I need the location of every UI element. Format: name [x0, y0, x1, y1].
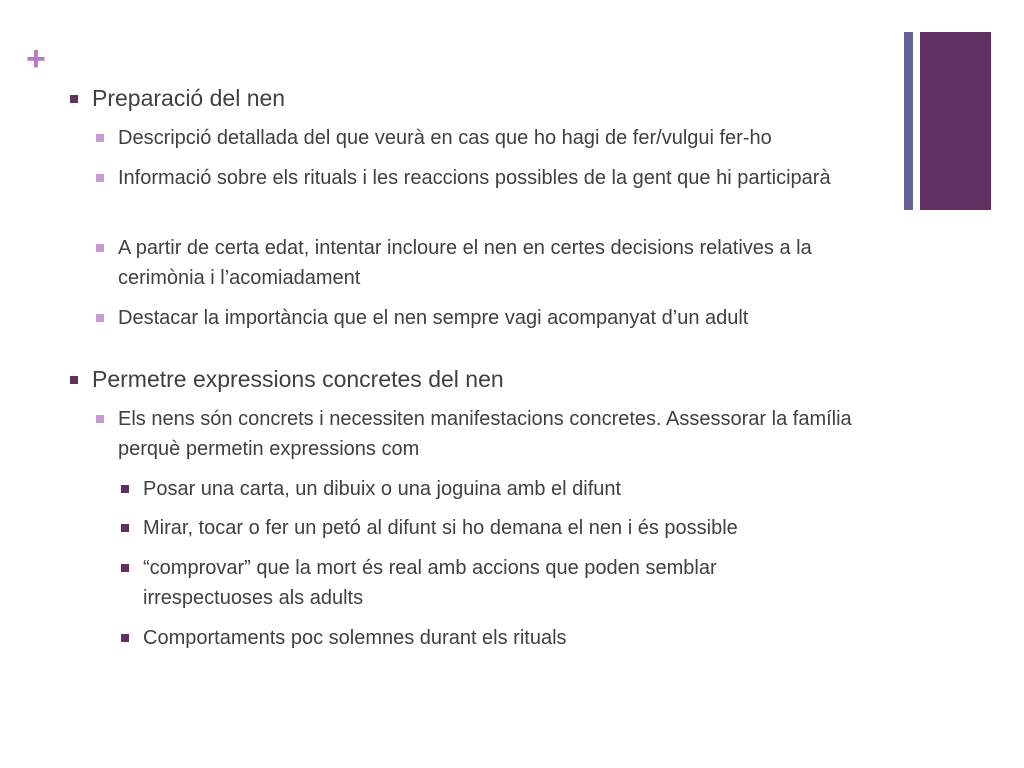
bullet-text: Permetre expressions concretes del nen: [92, 366, 504, 392]
bullet-item-level3: [143, 553, 843, 613]
square-bullet-icon: [121, 564, 129, 572]
square-bullet-icon: [96, 314, 104, 322]
bullet-text: Posar una carta, un dibuix o una joguina amb el difunt: [143, 478, 622, 500]
square-bullet-icon: [121, 524, 129, 532]
square-bullet-icon: [96, 174, 104, 182]
bullet-item-level3: [143, 474, 883, 504]
bullet-text: Descripció detallada del que veurà en cas que ho hagi de fer/vulgui fer-ho: [118, 127, 772, 149]
bullet-text: “comprovar” que la mort és real amb accions que poden semblar irrespectuoses als adults: [143, 557, 717, 609]
bullet-text: Comportaments poc solemnes durant els rituals: [143, 627, 567, 649]
square-bullet-icon: [121, 485, 129, 493]
square-bullet-icon: [96, 244, 104, 252]
bullet-item-level2: [118, 303, 898, 333]
square-bullet-icon: [96, 415, 104, 423]
decorative-bar-thin: [904, 32, 913, 210]
bullet-text: Informació sobre els rituals i les reaccions possibles de la gent que hi participarà: [118, 167, 831, 189]
decorative-bar-block: [920, 32, 991, 210]
bullet-item-level2: [118, 123, 898, 153]
square-bullet-icon: [96, 134, 104, 142]
bullet-text: Destacar la importància que el nen sempre vagi acompanyat d’un adult: [118, 307, 749, 329]
square-bullet-icon: [121, 634, 129, 642]
bullet-text: Mirar, tocar o fer un petó al difunt si ho demana el nen i és possible: [143, 517, 738, 539]
bullet-text: A partir de certa edat, intentar incloure el nen en certes decisions relatives a la cerimònia i l’acomiadament: [118, 237, 812, 289]
bullet-item-level2: [118, 163, 858, 193]
bullet-item-level2: [118, 404, 893, 464]
bullet-text: Preparació del nen: [92, 85, 286, 111]
square-bullet-icon: [70, 95, 78, 103]
bullet-item-level3: [143, 513, 883, 543]
bullet-item-level1: [92, 364, 872, 394]
bullet-text: Els nens són concrets i necessiten manifestacions concretes. Assessorar la família perquè permetin expressions com: [118, 408, 852, 460]
plus-icon: +: [26, 40, 46, 78]
bullet-item-level1: [92, 83, 872, 113]
bullet-item-level2: [118, 233, 818, 293]
bullet-item-level3: [143, 623, 883, 653]
square-bullet-icon: [70, 376, 78, 384]
